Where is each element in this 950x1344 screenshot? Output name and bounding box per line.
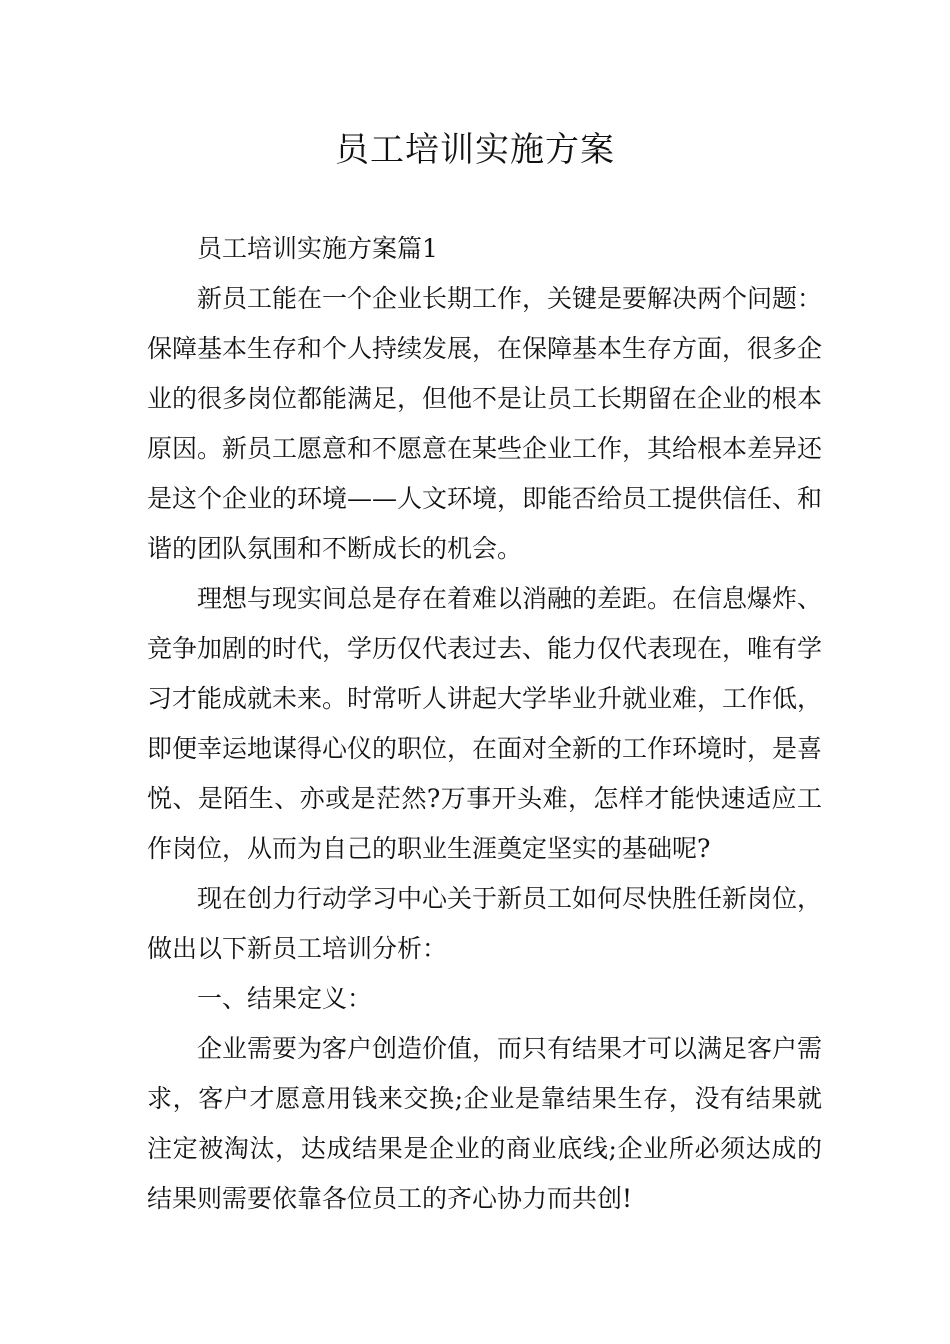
- paragraph-subtitle: 员工培训实施方案篇1: [197, 234, 438, 263]
- document-body: [147, 224, 822, 1224]
- document-title: 员工培训实施方案: [335, 130, 615, 170]
- section-heading: 一、结果定义：: [197, 984, 373, 1013]
- paragraph: 企业需要为客户创造价值，而只有结果才可以满足客户需求，客户才愿意用钱来交换;企业是靠结果生存，没有结果就注定被淘汰，达成结果是企业的商业底线;企业所必须达成的结果则需要依靠各位员工的齐心协力而共创!: [147, 1034, 823, 1213]
- paragraph: 新员工能在一个企业长期工作，关键是要解决两个问题：保障基本生存和个人持续发展，在保障基本生存方面，很多企业的很多岗位都能满足，但他不是让员工长期留在企业的根本原因。新员工愿意和不愿意在某些企业工作，其给根本差异还是这个企业的环境——人文环境，即能否给员工提供信任、和谐的团队氛围和不断成长的机会。: [147, 284, 823, 563]
- paragraph: 现在创力行动学习中心关于新员工如何尽快胜任新岗位，做出以下新员工培训分析：: [147, 884, 823, 963]
- paragraph: 理想与现实间总是存在着难以消融的差距。在信息爆炸、竞争加剧的时代，学历仅代表过去、能力仅代表现在，唯有学习才能成就未来。时常听人讲起大学毕业升就业难，工作低，即便幸运地谋得心仪的职位，在面对全新的工作环境时，是喜悦、是陌生、亦或是茫然?万事开头难，怎样才能快速适应工作岗位，从而为自己的职业生涯奠定坚实的基础呢?: [147, 584, 823, 863]
